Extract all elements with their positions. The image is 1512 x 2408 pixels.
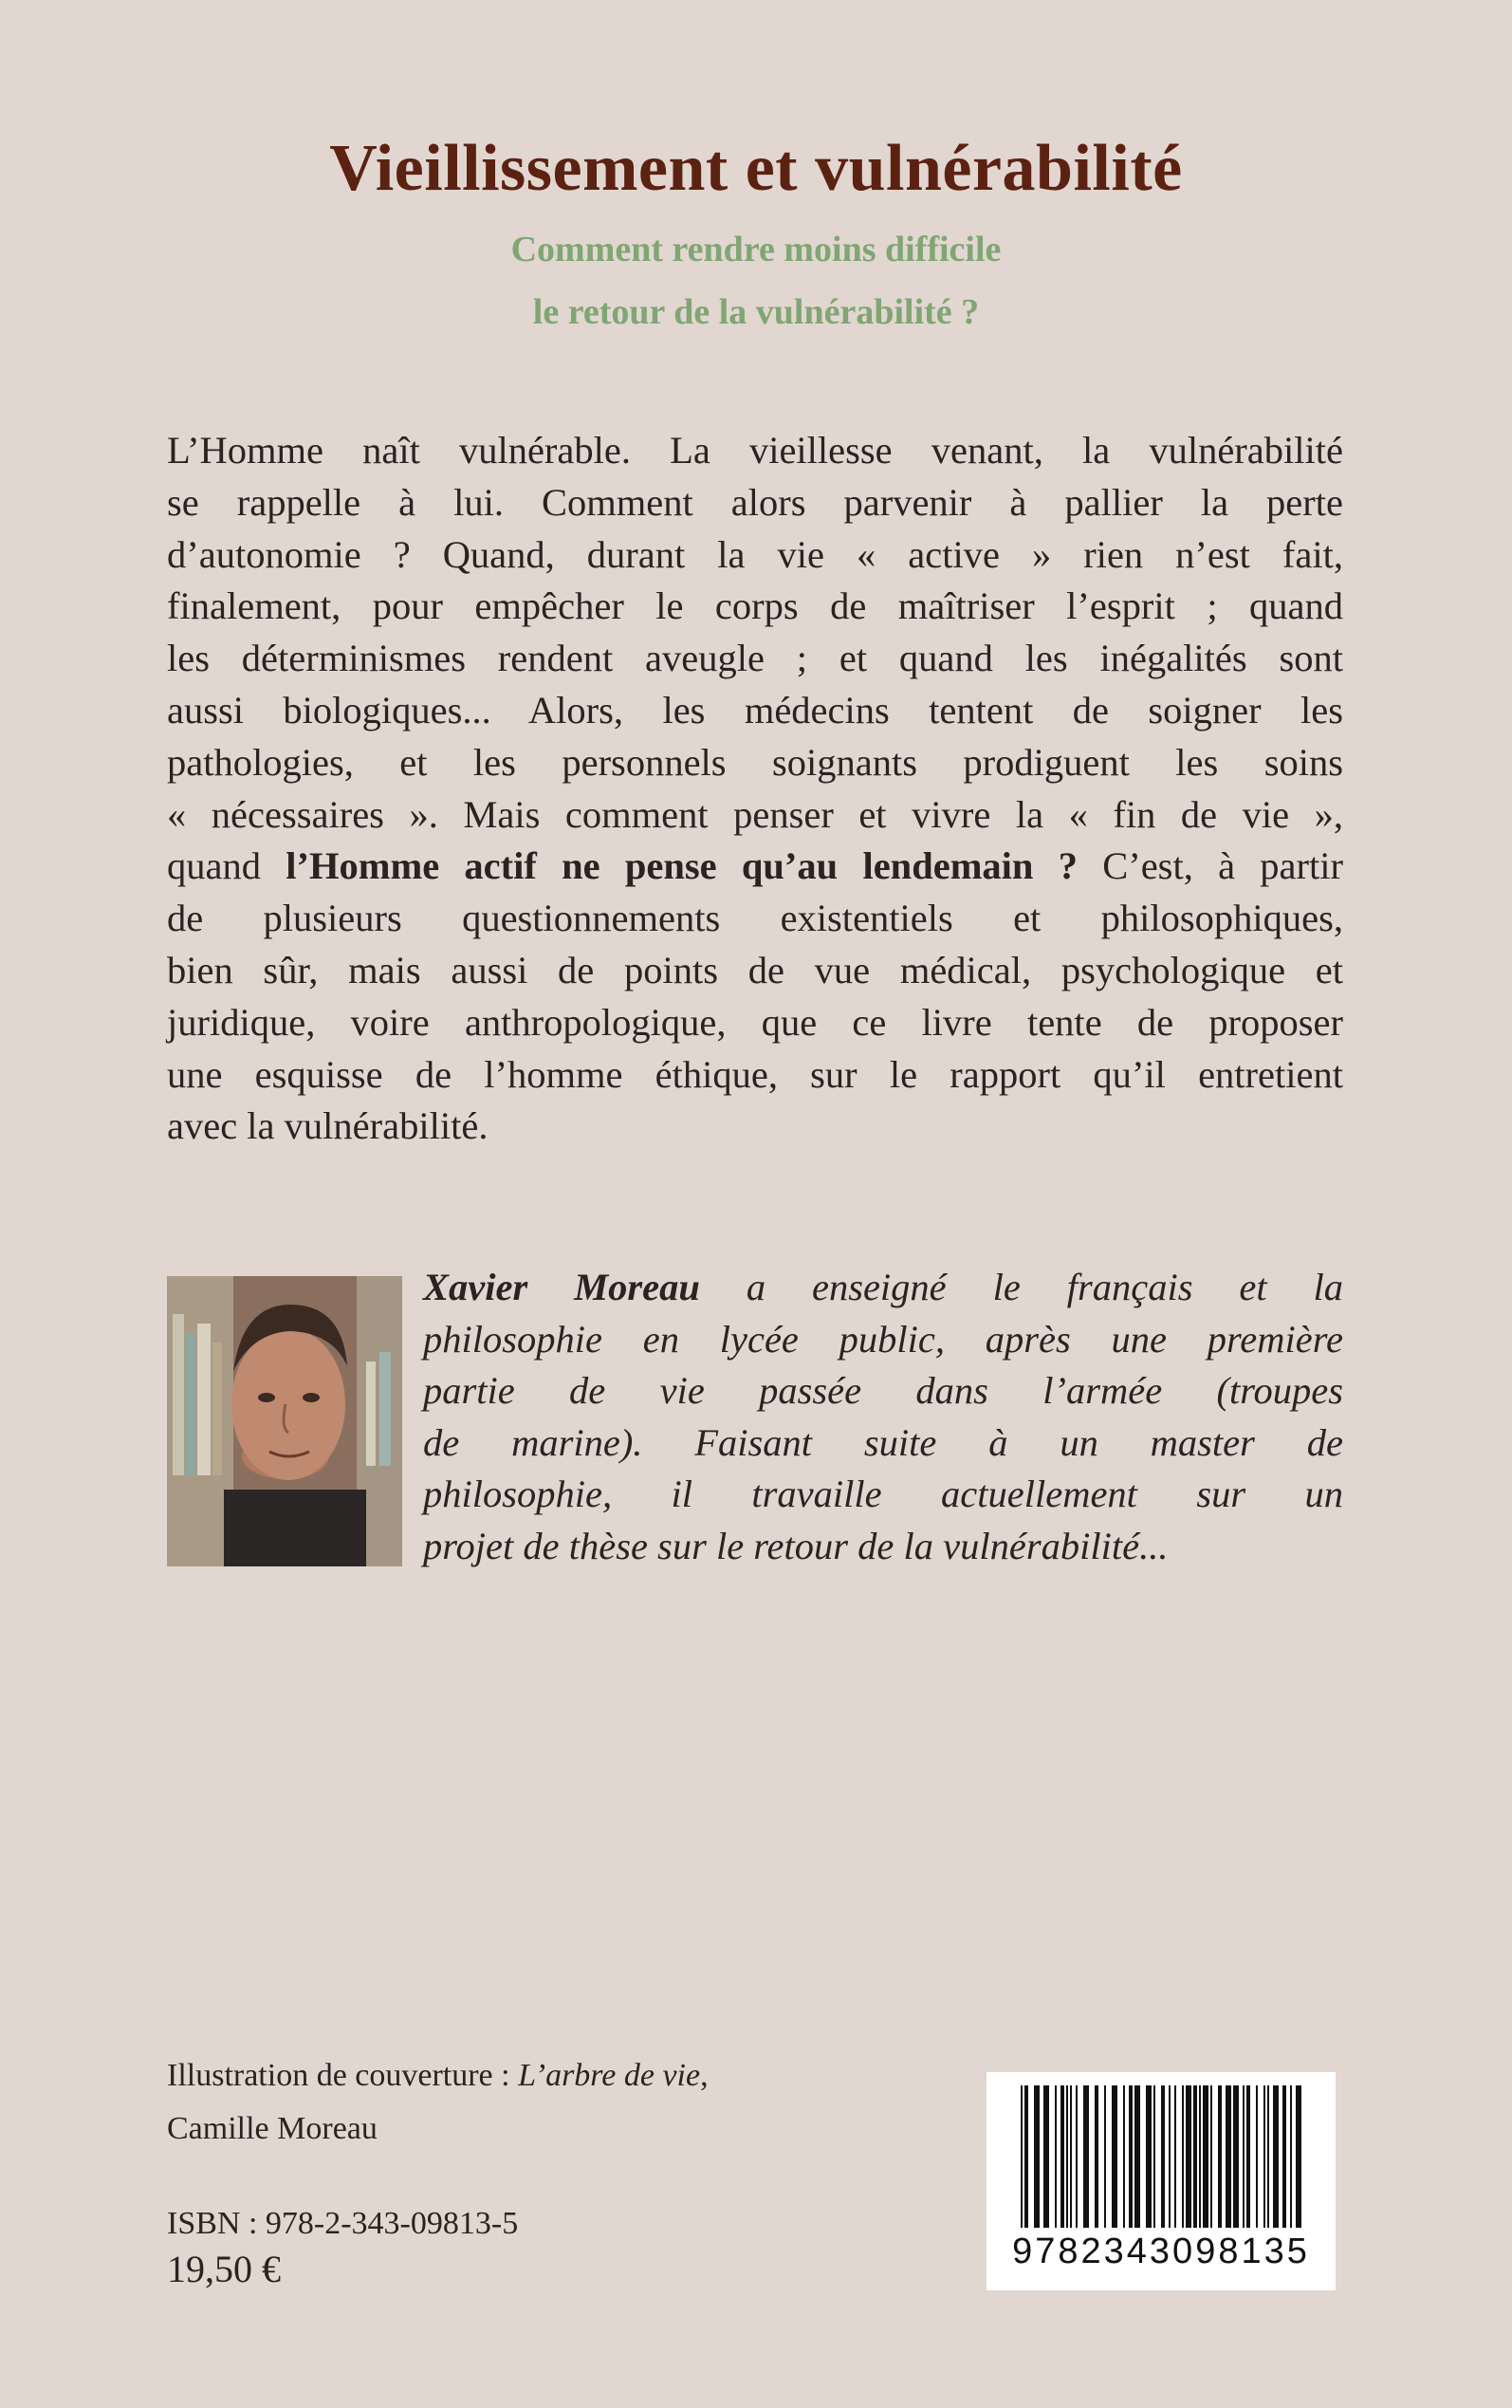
bio-line: de marine). Faisant suite à un master de	[423, 1420, 1343, 1464]
blurb-line: de plusieurs questionnements existentiels et philosophiques,	[167, 897, 1343, 940]
credit-suffix: ,	[700, 2058, 709, 2093]
barcode-bar	[1021, 2085, 1023, 2228]
blurb-line: une esquisse de l’homme éthique, sur le rapport qu’il entretient	[167, 1052, 1343, 1096]
barcode-bar	[1112, 2085, 1117, 2228]
blurb-line: finalement, pour empêcher le corps de maîtriser l’esprit ; quand	[167, 584, 1343, 628]
barcode-bar	[1290, 2085, 1292, 2228]
blurb-line: pathologies, et les personnels soignants prodiguent les soins	[167, 740, 1343, 784]
barcode-bar	[1256, 2085, 1258, 2228]
barcode-bar	[1076, 2085, 1078, 2228]
barcode-bar	[1024, 2085, 1028, 2228]
barcode-bar	[1226, 2085, 1231, 2228]
barcode-bar	[1174, 2085, 1176, 2228]
subtitle-line-2: le retour de la vulnérabilité ?	[532, 292, 980, 332]
blurb-line: avec la vulnérabilité.	[167, 1104, 489, 1148]
barcode-bar	[1066, 2085, 1068, 2228]
isbn-text: ISBN : 978-2-343-09813-5	[167, 2206, 519, 2241]
illustration-title: L’arbre de vie	[518, 2058, 701, 2093]
author-name: Xavier Moreau	[423, 1266, 700, 1308]
blurb-line: juridique, voire anthropologique, que ce livre tente de proposer	[167, 1000, 1343, 1044]
barcode-bar	[1182, 2085, 1184, 2228]
barcode-bar	[1218, 2085, 1222, 2228]
barcode-bar	[1186, 2085, 1191, 2228]
subtitle-line-1: Comment rendre moins difficile	[510, 230, 1002, 269]
barcode-number: 9782343098135	[1012, 2232, 1310, 2271]
barcode-bar	[1034, 2085, 1040, 2228]
author-portrait-image	[167, 1276, 402, 1566]
barcode-bar	[1083, 2085, 1089, 2228]
barcode-bar	[1267, 2085, 1269, 2228]
barcode-bar	[1095, 2085, 1098, 2228]
barcode-bar	[1123, 2085, 1125, 2228]
blurb-line-with-emphasis	[167, 841, 1343, 893]
bio-text: a enseigné le français et la	[699, 1266, 1343, 1308]
barcode-bar	[1193, 2085, 1197, 2228]
blurb-line: L’Homme naît vulnérable. La vieillesse venant, la vulnérabilité	[167, 429, 1343, 472]
barcode-bar	[1199, 2085, 1201, 2228]
barcode-bar	[1169, 2085, 1171, 2228]
credit-line	[167, 2049, 709, 2102]
blurb-emphasis: l’Homme actif ne pense qu’au lendemain ?	[286, 844, 1078, 888]
barcode-bar	[1282, 2085, 1286, 2228]
author-bio	[423, 1262, 1343, 1573]
illustration-artist: Camille Moreau	[167, 2111, 378, 2146]
barcode-bar	[1055, 2085, 1057, 2228]
barcode-bar	[1243, 2085, 1245, 2228]
price-text: 19,50 €	[167, 2248, 281, 2290]
barcode-bar	[1043, 2085, 1049, 2228]
book-title: Vieillissement et vulnérabilité	[329, 132, 1183, 205]
illustration-credit	[167, 2049, 709, 2156]
blurb-line: « nécessaires ». Mais comment penser et vivre la « fin de vie »,	[167, 792, 1343, 836]
bio-line	[423, 1262, 1343, 1314]
bio-line: partie de vie passée dans l’armée (troupes	[423, 1369, 1343, 1413]
barcode-bar	[1161, 2085, 1165, 2228]
blurb-paragraph	[167, 425, 1343, 1153]
blurb-line: bien sûr, mais aussi de points de vue médical, psychologique et	[167, 948, 1343, 991]
author-photo	[167, 1276, 402, 1566]
blurb-line: se rappelle à lui. Comment alors parvenir à pallier la perte	[167, 480, 1343, 524]
book-subtitle	[0, 218, 1512, 343]
bio-line: philosophie, il travaille actuellement sur un	[423, 1473, 1343, 1516]
bio-line: philosophie en lycée public, après une première	[423, 1317, 1343, 1361]
blurb-text: quand	[167, 844, 286, 888]
bio-line: projet de thèse sur le retour de la vulnérabilité...	[423, 1524, 1169, 1567]
barcode-bar	[1153, 2085, 1155, 2228]
barcode-bar	[1263, 2085, 1265, 2228]
blurb-line: d’autonomie ? Quand, durant la vie « active » rien n’est fait,	[167, 532, 1343, 576]
barcode-bar	[1134, 2085, 1140, 2228]
barcode-bar	[1210, 2085, 1212, 2228]
barcode	[986, 2072, 1336, 2290]
barcode-bar	[1104, 2085, 1106, 2228]
blurb-line: les déterminismes rendent aveugle ; et quand les inégalités sont	[167, 637, 1343, 680]
credit-prefix: Illustration de couverture :	[167, 2058, 519, 2093]
barcode-bar	[1233, 2085, 1239, 2228]
barcode-bar	[1296, 2085, 1301, 2228]
blurb-line: aussi biologiques... Alors, les médecins tentent de soigner les	[167, 688, 1343, 732]
blurb-text: C’est, à partir	[1077, 844, 1343, 888]
barcode-bar	[1129, 2085, 1133, 2228]
barcode-bar	[1246, 2085, 1250, 2228]
barcode-bar	[1070, 2085, 1072, 2228]
barcode-bar	[1203, 2085, 1208, 2228]
barcode-bar	[1146, 2085, 1152, 2228]
barcode-bar	[1273, 2085, 1279, 2228]
barcode-bar	[1060, 2085, 1064, 2228]
